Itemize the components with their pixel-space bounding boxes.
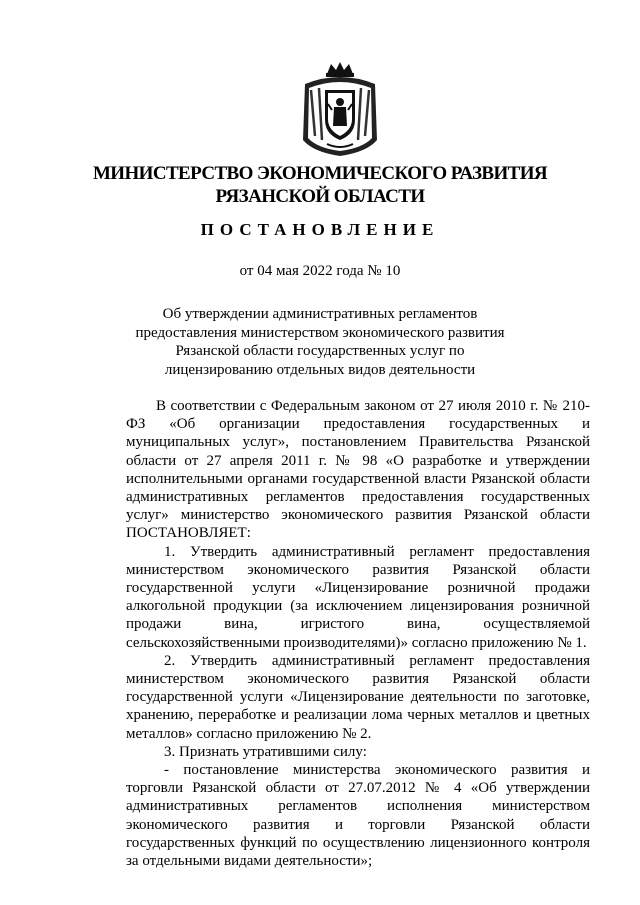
coat-of-arms-icon [297,60,383,158]
document-type: ПОСТАНОВЛЕНИЕ [200,220,440,239]
document-date-number: от 04 мая 2022 года № 10 [239,263,401,279]
document-body [126,397,590,870]
item-3-sub-1-paragraph: - постановление министерства экономического развития и торговли Рязанской области от 27.07.2012 № 4 «Об утверждении административных регламентов исполнения министерством экономического развития и торговли Рязанской области государственных функций по осуществлению лицензионного контроля за отдельными видами деятельности»; [126,762,590,870]
item-3-paragraph: 3. Признать утратившими силу: [164,743,367,760]
ministry-name-line1: МИНИСТЕРСТВО ЭКОНОМИЧЕСКОГО РАЗВИТИЯ [92,163,548,184]
intro-paragraph: В соответствии с Федеральным законом от 27 июля 2010 г. № 210-ФЗ «Об организации предоставления государственных и муниципальных услуг», постановлением Правительства Рязанской области от 27 апреля 2011 г. № 98 «О разработке и утверждении исполнительными органами государственной власти Рязанской области административных регламентов предоставления государственных услуг» министерство экономического развития Рязанской области ПОСТАНОВЛЯЕТ: [126,398,590,542]
item-1-paragraph: 1. Утвердить административный регламент предоставления министерством экономического развития Рязанской области государственной услуги «Лицензирование розничной продажи алкогольной продукции (за исключением лицензирования розничной продажи вина, игристого вина, осуществляемой сельскохозяйственными производителями)» согласно приложению № 1. [126,543,590,651]
item-2-paragraph: 2. Утвердить административный регламент предоставления министерством экономического развития Рязанской области государственной услуги «Лицензирование деятельности по заготовке, хранению, переработке и реализации лома черных металлов и цветных металлов» согласно приложению № 2. [126,652,590,742]
ministry-name-line2: РЯЗАНСКОЙ ОБЛАСТИ [215,186,425,207]
document-subject: Об утверждении административных регламентов предоставления министерством экономического развития Рязанской области государственных услуг по лицензированию отдельных видов деятельности [135,306,505,378]
